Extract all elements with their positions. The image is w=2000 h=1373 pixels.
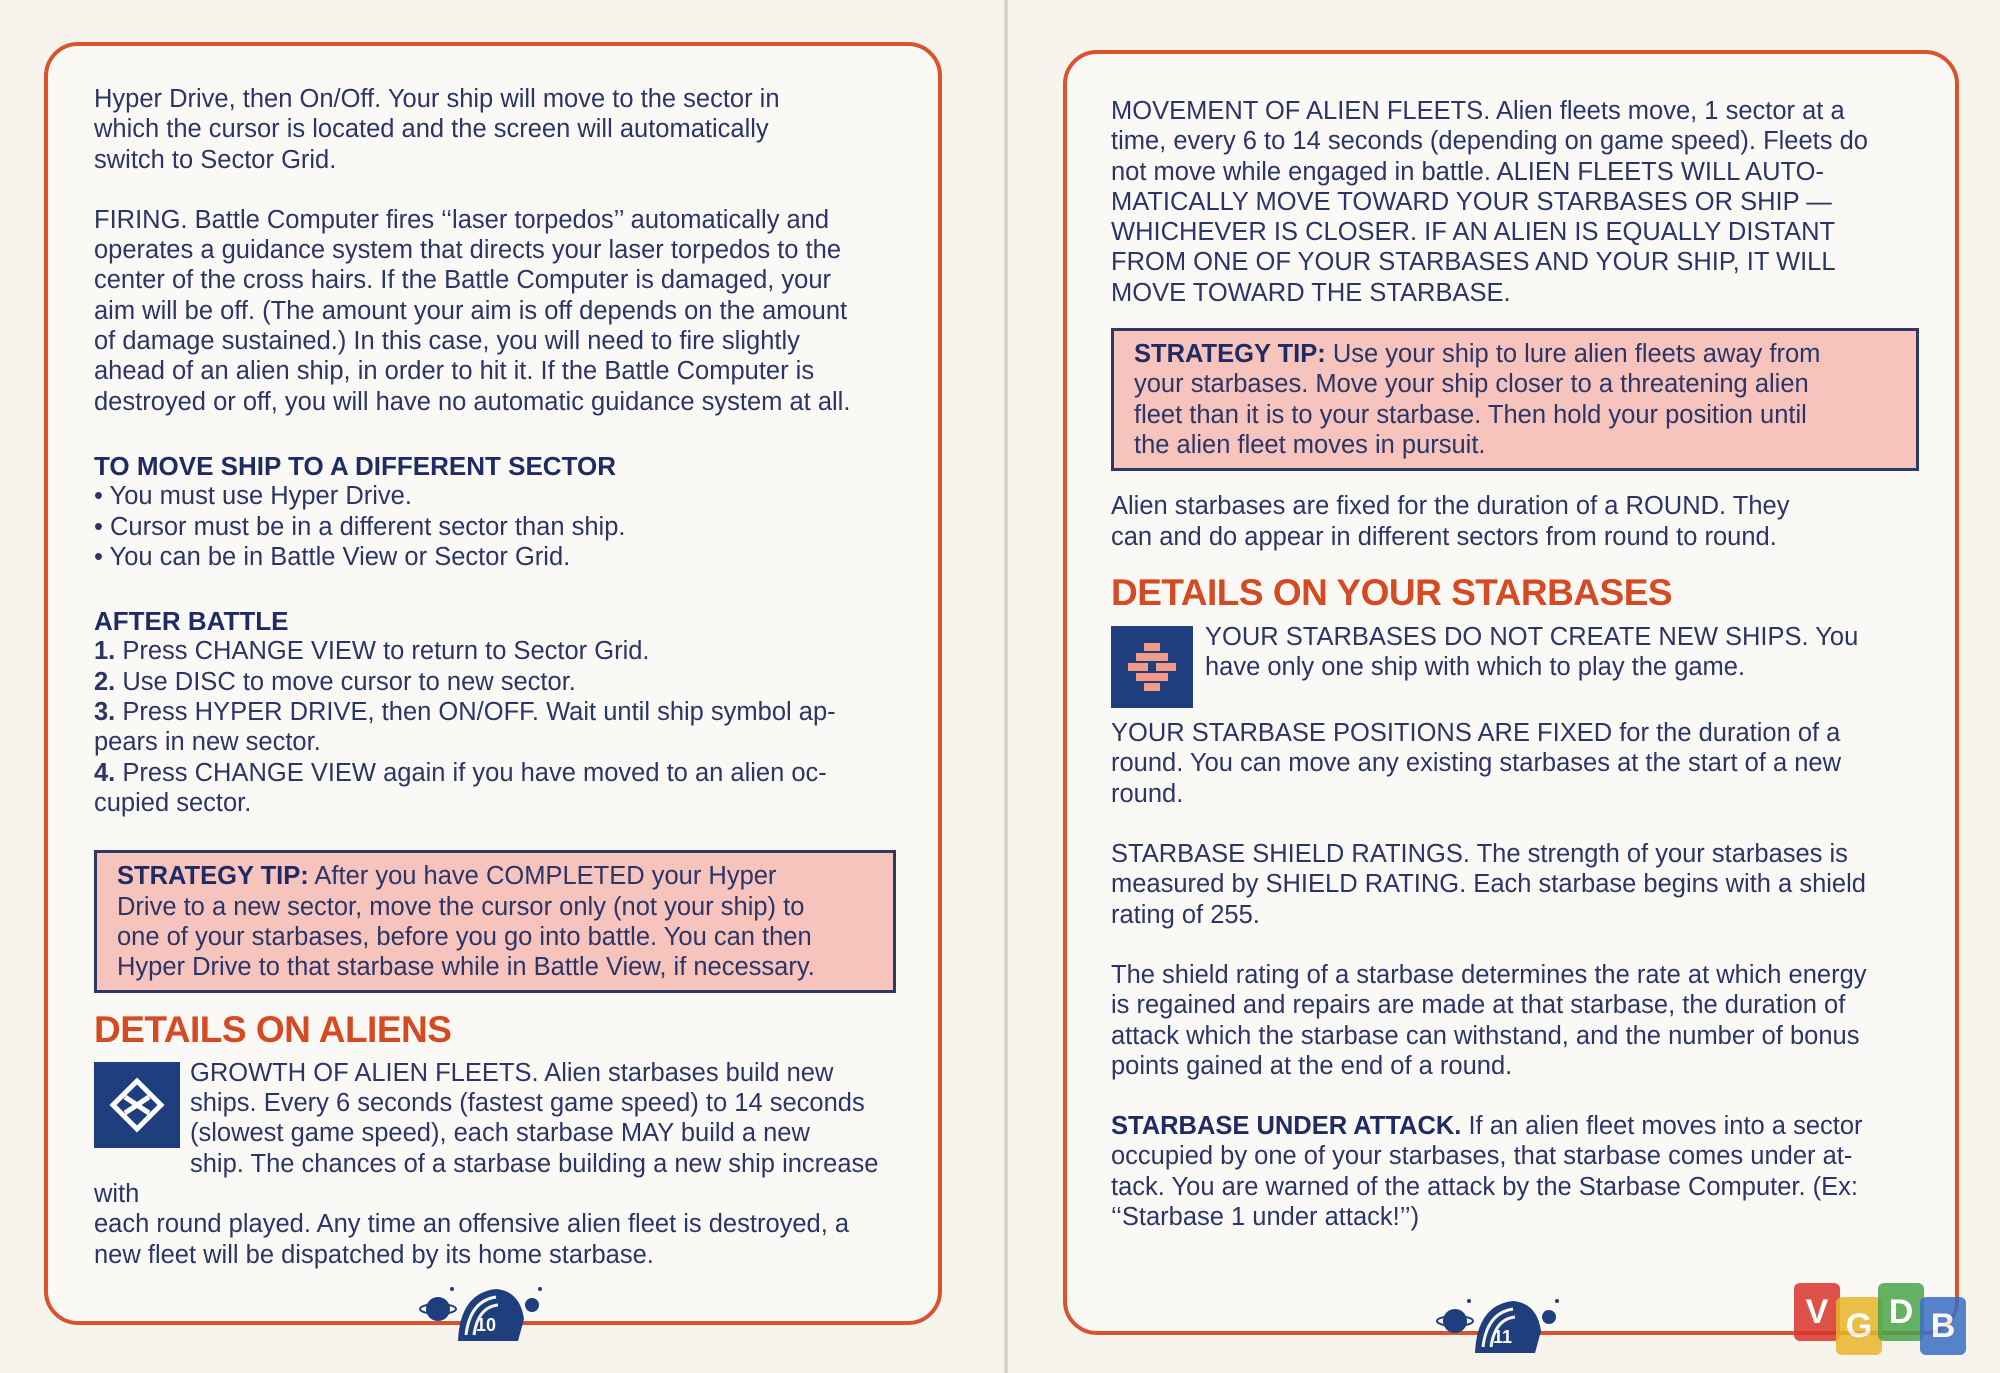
aliens-block	[94, 1058, 912, 1270]
shield-ratings-paragraph: STARBASE SHIELD RATINGS. The strength of your starbases is measured by SHIELD RATING. Each starbase begins with a shield rating of 255.	[1111, 840, 1866, 929]
page-footer-emblem	[408, 1275, 558, 1355]
strategy-tip-label: STRATEGY TIP:	[117, 862, 309, 891]
step-item: 1. Press CHANGE VIEW to return to Sector Grid.	[94, 637, 650, 666]
manual-page-right	[1063, 50, 1959, 1347]
strategy-tip-box: STRATEGY TIP: After you have COMPLETED your Hyper Drive to a new sector, move the cursor only (not your ship) to one of your starbases, before you go into battle. You can then Hyper Drive to that starbase while in Battle View, if necessary.	[94, 850, 896, 993]
move-ship-heading: TO MOVE SHIP TO A DIFFERENT SECTOR	[94, 450, 616, 481]
book-spine	[1004, 0, 1008, 1373]
starbases-intro-block	[1111, 622, 1929, 683]
alien-movement-paragraph: MOVEMENT OF ALIEN FLEETS. Alien fleets move, 1 sector at a time, every 6 to 14 seconds (depending on game speed). Fleets do not move while engaged in battle. ALIEN FLEETS WILL AUTO- MATICALLY MOVE TOWARD YOUR STARBASES OR SHIP — WHICHEVER IS CLOSER. IF AN ALIEN IS EQUALLY DISTANT FROM ONE OF YOUR STARBASES AND YOUR SHIP, IT WILL MOVE TOWARD THE STARBASE.	[1111, 97, 1868, 307]
starbase-attack-paragraph: STARBASE UNDER ATTACK. If an alien fleet moves into a sector occupied by one of your starbases, that starbase comes under at- tack. You are warned of the attack by the Starbase Computer. (Ex: ‘‘Starbase 1 under attack!’’)	[1111, 1112, 1863, 1232]
starbase-icon	[1111, 626, 1193, 708]
strategy-tip-label: STRATEGY TIP:	[1134, 340, 1326, 369]
manual-page-left	[44, 42, 942, 1335]
helmet-emblem-icon	[1425, 1285, 1575, 1365]
alien-growth-paragraph: GROWTH OF ALIEN FLEETS. Alien starbases build new ships. Every 6 seconds (fastest game speed) to 14 seconds (slowest game speed), each starbase MAY build a new ship. The chances of a starbase building a new ship increase with each round played. Any time an offensive alien fleet is destroyed, a new fleet will be dispatched by its home starbase.	[94, 1058, 879, 1269]
strategy-tip-box: STRATEGY TIP: Use your ship to lure alien fleets away from your starbases. Move your ship closer to a threatening alien fleet than it is to your starbase. Then hold your position until the alien fleet moves in pursuit.	[1111, 328, 1919, 471]
watermark-letter: G	[1836, 1297, 1882, 1355]
step-item: 2. Use DISC to move cursor to new sector.	[94, 667, 576, 696]
page-number: 11	[1493, 1327, 1513, 1347]
step-item: 3. Press HYPER DRIVE, then ON/OFF. Wait until ship symbol ap- pears in new sector.	[94, 698, 836, 757]
watermark-letter: D	[1878, 1283, 1924, 1341]
hyper-drive-paragraph: Hyper Drive, then On/Off. Your ship will move to the sector in which the cursor is located and the screen will automatically switch to Sector Grid.	[94, 85, 780, 174]
page-footer-emblem	[1425, 1285, 1575, 1365]
step-item: 4. Press CHANGE VIEW again if you have moved to an alien oc- cupied sector.	[94, 758, 827, 817]
after-battle-heading: AFTER BATTLE	[94, 606, 289, 637]
page-content	[1111, 96, 1929, 1232]
starbase-positions-paragraph: YOUR STARBASE POSITIONS ARE FIXED for the duration of a round. You can move any existing starbases at the start of a new round.	[1111, 719, 1842, 808]
page-content	[94, 84, 912, 1270]
section-heading-starbases: DETAILS ON YOUR STARBASES	[1111, 571, 1673, 613]
bullet-item: • You must use Hyper Drive.	[94, 482, 412, 511]
firing-paragraph: FIRING. Battle Computer fires ‘‘laser torpedos’’ automatically and operates a guidance system that directs your laser torpedos to the center of the cross hairs. If the Battle Computer is damaged, your aim will be off. (The amount your aim is off depends on the amount of damage sustained.) In this case, you will need to fire slightly ahead of an alien ship, in order to hit it. If the Battle Computer is destroyed or off, you will have no automatic guidance system at all.	[94, 205, 851, 416]
section-heading-aliens: DETAILS ON ALIENS	[94, 1009, 452, 1051]
shield-effects-paragraph: The shield rating of a starbase determines the rate at which energy is regained and repairs are made at that starbase, the duration of attack which the starbase can withstand, and the number of bonus points gained at the end of a round.	[1111, 960, 1867, 1080]
alien-starbases-paragraph: Alien starbases are fixed for the duration of a ROUND. They can and do appear in different sectors from round to round.	[1111, 492, 1790, 551]
vgdb-watermark	[1794, 1283, 1962, 1355]
watermark-letter: V	[1794, 1283, 1840, 1341]
starbases-intro-paragraph: YOUR STARBASES DO NOT CREATE NEW SHIPS. You have only one ship with which to play the game.	[1205, 623, 1859, 682]
alien-starbase-icon	[94, 1062, 180, 1148]
page-number: 10	[476, 1315, 497, 1335]
bullet-item: • You can be in Battle View or Sector Grid.	[94, 542, 571, 571]
bullet-item: • Cursor must be in a different sector than ship.	[94, 512, 626, 541]
watermark-letter: B	[1920, 1297, 1966, 1355]
